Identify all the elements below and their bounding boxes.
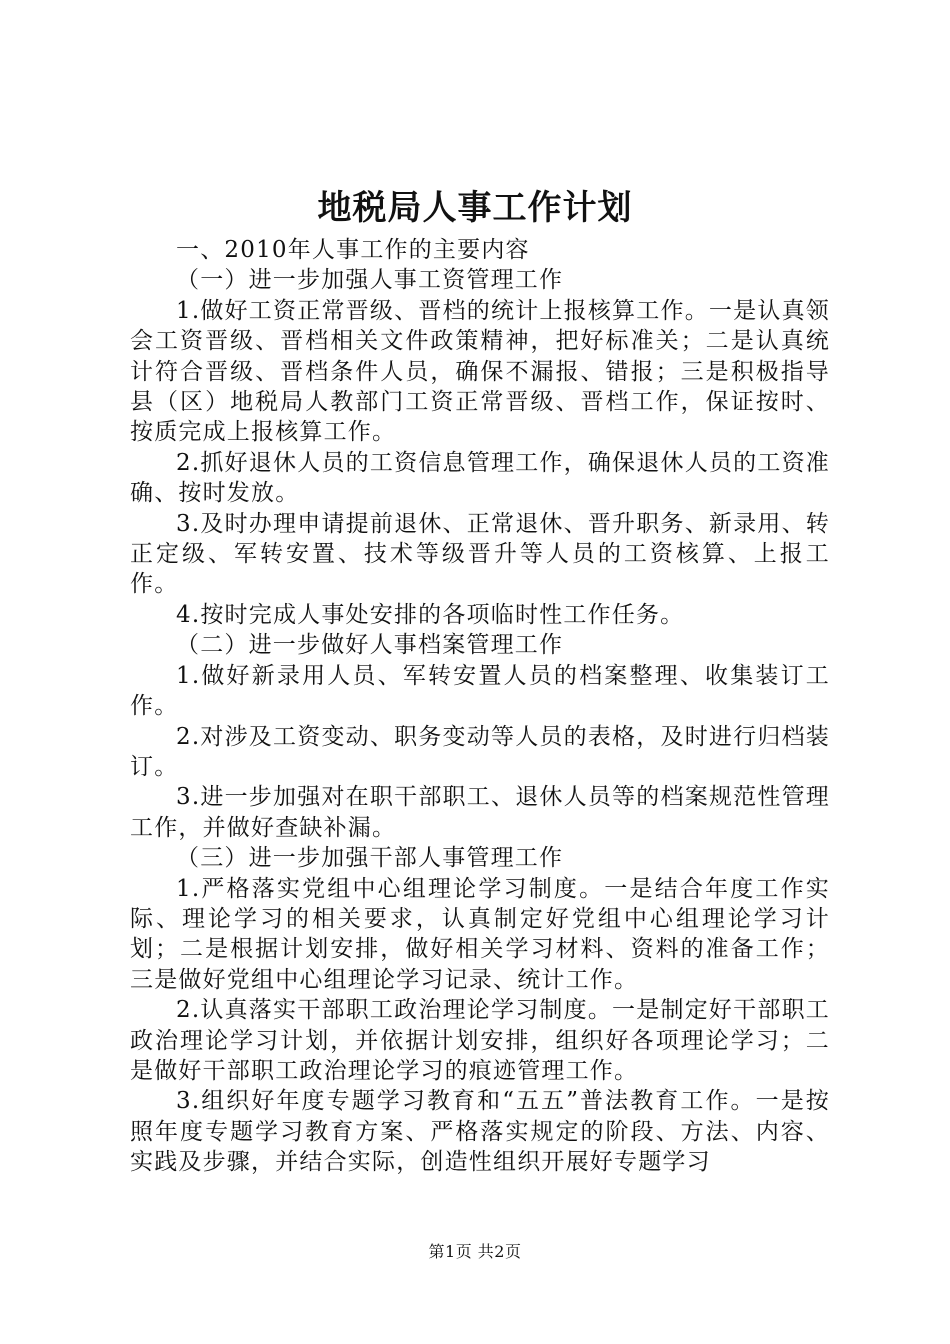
paragraph: 3.及时办理申请提前退休、正常退休、晋升职务、新录用、转正定级、军转安置、技术等级晋升等人员的工资核算、上报工作。: [130, 510, 830, 598]
paragraph: 4.按时完成人事处安排的各项临时性工作任务。: [176, 601, 685, 628]
subsection-heading: （三）进一步加强干部人事管理工作: [176, 845, 564, 872]
paragraph: 3.组织好年度专题学习教育和“五五”普法教育工作。一是按照年度专题学习教育方案、严格落实规定的阶段、方法、内容、实践及步骤，并结合实际，创造性组织开展好专题学习: [130, 1088, 830, 1176]
page-footer: 第1页 共2页: [428, 1242, 522, 1261]
document-body: [130, 235, 830, 1178]
subsection-heading: （二）进一步做好人事档案管理工作: [176, 632, 564, 659]
paragraph: 1.严格落实党组中心组理论学习制度。一是结合年度工作实际、理论学习的相关要求，认真制定好党组中心组理论学习计划；二是根据计划安排，做好相关学习材料、资料的准备工作；三是做好党组中心组理论学习记录、统计工作。: [130, 875, 830, 993]
paragraph: 2.对涉及工资变动、职务变动等人员的表格，及时进行归档装订。: [130, 723, 830, 780]
paragraph: 1.做好新录用人员、军转安置人员的档案整理、收集装订工作。: [130, 662, 830, 720]
section-heading: 一、2010年人事工作的主要内容: [176, 237, 530, 263]
paragraph: 2.认真落实干部职工政治理论学习制度。一是制定好干部职工政治理论学习计划，并依据计划安排，组织好各项理论学习；二是做好干部职工政治理论学习的痕迹管理工作。: [130, 997, 830, 1084]
subsection-heading: （一）进一步加强人事工资管理工作: [176, 267, 564, 294]
paragraph: 2.抓好退休人员的工资信息管理工作，确保退休人员的工资准确、按时发放。: [130, 449, 830, 507]
document-title: 地税局人事工作计划: [317, 188, 633, 228]
paragraph: 1.做好工资正常晋级、晋档的统计上报核算工作。一是认真领会工资晋级、晋档相关文件政策精神，把好标准关；二是认真统计符合晋级、晋档条件人员，确保不漏报、错报；三是积极指导县（区）地税局人教部门工资正常晋级、晋档工作，保证按时、按质完成上报核算工作。: [130, 297, 830, 446]
paragraph: 3.进一步加强对在职干部职工、退休人员等的档案规范性管理工作，并做好查缺补漏。: [130, 784, 830, 841]
